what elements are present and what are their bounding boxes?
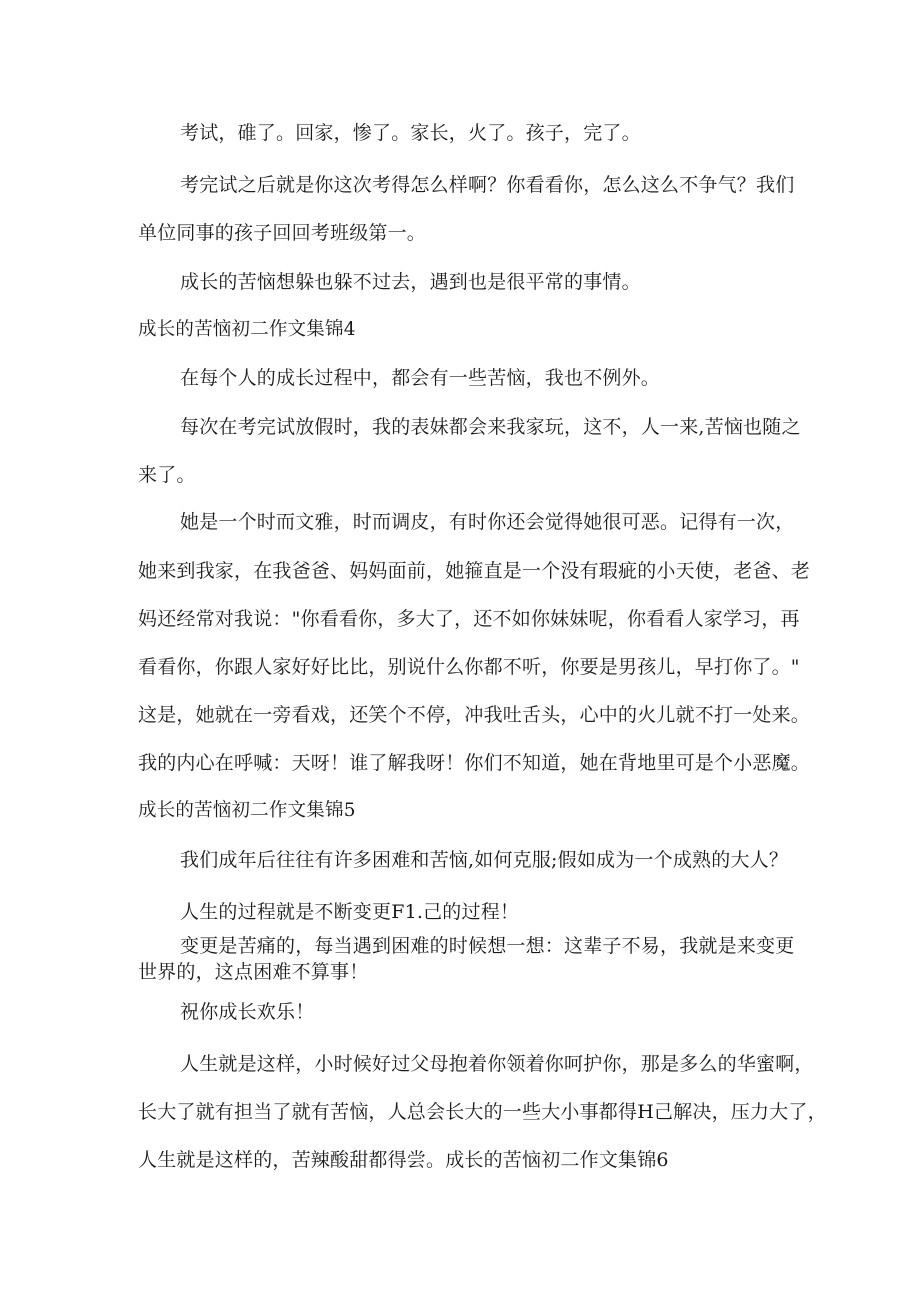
paragraph-line: 她来到我家，在我爸爸、妈妈面前，她箍直是一个没有瑕疵的小天使，老爸、老 bbox=[138, 560, 811, 582]
paragraph-line: 人生就是这样，小时候好过父母抱着你领着你呵护你，那是多么的华蜜啊， bbox=[180, 1053, 814, 1075]
paragraph-line: 妈还经常对我说："你看看你，多大了，还不如你妹妹呢，你看看人家学习，再 bbox=[138, 608, 800, 630]
paragraph-line: 世界的，这点困难不算事！ bbox=[138, 961, 369, 983]
paragraph-line: 人生就是这样的，苦辣酸甜都得尝。成长的苦恼初二作文集锦6 bbox=[138, 1149, 669, 1171]
paragraph-line: 祝你成长欢乐！ bbox=[180, 1001, 315, 1023]
paragraph-line: 单位同事的孩子回回考班级第一。 bbox=[138, 222, 427, 244]
paragraph-line: 变更是苦痛的，每当遇到困难的时候想一想：这辈子不易，我就是来变更 bbox=[180, 935, 795, 957]
paragraph-line: 我的内心在呼喊：天呀！谁了解我呀！你们不知道，她在背地里可是个小恶魔。 bbox=[138, 752, 811, 774]
paragraph-line: 她是一个时而文雅，时而调皮，有时你还会觉得她很可恶。记得有一次， bbox=[180, 511, 795, 533]
paragraph-line: 每次在考完试放假时，我的表妹都会来我家玩，这不，人一来,苦恼也随之 bbox=[180, 416, 801, 438]
paragraph-line: 长大了就有担当了就有苦恼，人总会长大的一些大小事都得H己解决，压力大了， bbox=[138, 1101, 827, 1123]
paragraph-line: 成长的苦恼想躲也躲不过去，遇到也是很平常的事情。 bbox=[180, 271, 641, 293]
paragraph-line: 我们成年后往往有许多困难和苦恼,如何克服;假如成为一个成熟的大人？ bbox=[180, 849, 789, 871]
section-heading: 成长的苦恼初二作文集锦4 bbox=[138, 319, 356, 340]
paragraph-line: 这是，她就在一旁看戏，还笑个不停，冲我吐舌头，心中的火儿就不打一处来。 bbox=[138, 704, 811, 726]
paragraph-line: 来了。 bbox=[138, 464, 196, 486]
paragraph-line: 人生的过程就是不断变更F1.己的过程！ bbox=[180, 901, 520, 923]
paragraph-line: 考试，碓了。回家，惨了。家长，火了。孩子，完了。 bbox=[180, 122, 641, 144]
paragraph-line: 看看你，你跟人家好好比比，别说什么你都不听，你要是男孩儿，早打你了。" bbox=[138, 656, 800, 678]
paragraph-line: 在每个人的成长过程中，都会有一些苦恼，我也不例外。 bbox=[180, 367, 661, 389]
section-heading: 成长的苦恼初二作文集锦5 bbox=[138, 800, 356, 821]
paragraph-line: 考完试之后就是你这次考得怎么样啊？你看看你，怎么这么不争气？我们 bbox=[180, 174, 795, 196]
